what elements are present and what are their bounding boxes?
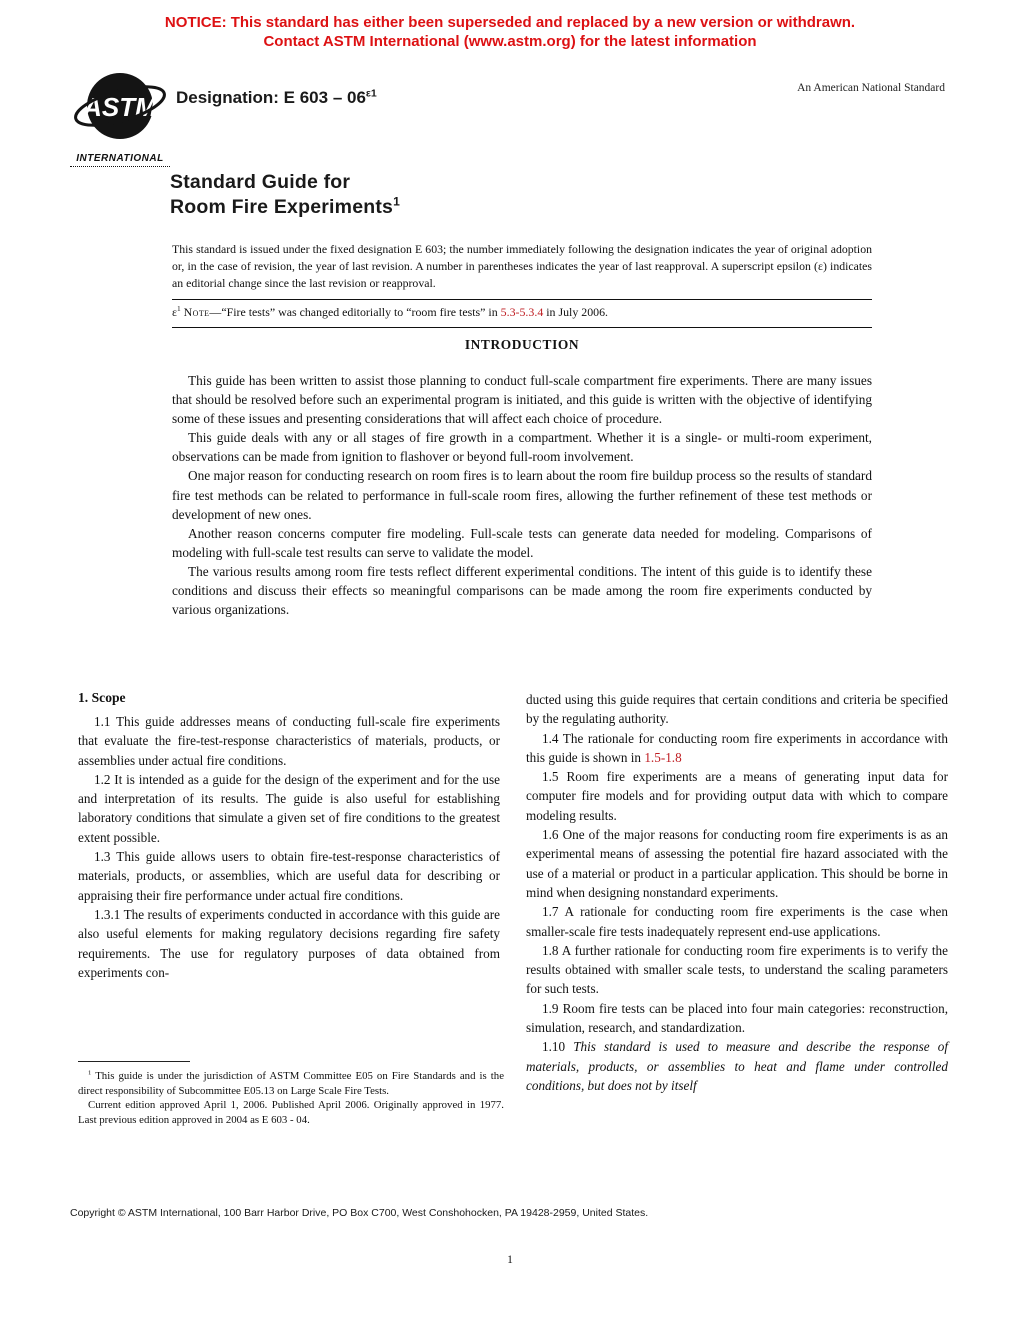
title-line-1: Standard Guide for [170,171,351,193]
text-segment: 1.1 This guide addresses means of conducting full-scale fire experiments that evaluate the fire-test-response characteristics of materials, products, or assemblies under actual fire conditions. [78,714,500,768]
text-segment: 1.10 [542,1039,574,1055]
footnote-block [78,1061,504,1127]
paragraph [526,902,948,941]
page-number: 1 [507,1254,513,1266]
text-segment: The various results among room fire tests reflect different experimental conditions. The intent of this guide is to identify these conditions and discuss their effects so meaningful comparisons can be made among the room fire experiments conducted by various organizations. [172,563,872,618]
footnote-divider [78,1061,190,1062]
text-segment: 1.8 A further rationale for conducting room fire experiments is to verify the results obtained with smaller scale tests, to understand the scaling parameters for such tests. [526,942,948,997]
copyright-line: Copyright © ASTM International, 100 Barr Harbor Drive, PO Box C700, West Conshohocken, PA 19428-2959, United States. [70,1207,649,1219]
text-segment: ducted using this guide requires that certain conditions and criteria be specified by the regulating authority. [526,692,948,727]
paragraph [78,905,500,982]
text-segment: Room Fire Experiments [170,196,394,218]
text-segment: 1 [393,194,401,209]
american-national-standard-label: An American National Standard [797,82,945,94]
text-segment: Designation: E 603 – 06 [176,88,366,107]
text-segment: This standard is used to measure and describe the response of materials, products, or assemblies to heat and flame under controlled conditions, but does not by itself [526,1039,948,1093]
paragraph [78,847,500,905]
text-segment: Current edition approved April 1, 2006. Published April 2006. Originally approved in 1977. Last previous edition approved in 2004 as E 603 - 04. [78,1099,504,1126]
notice-line-1: NOTICE: This standard has either been superseded and replaced by a new version or withdrawn. [164,14,856,31]
section-ref-link[interactable]: 1.5-1.8 [644,749,682,765]
text-segment: 1.9 Room fire tests can be placed into four main categories: reconstruction, simulation, research, and standardization. [526,1000,948,1036]
text-segment: 1.3.1 The results of experiments conducted in accordance with this guide are also useful elements for making regulatory decisions regarding fire safety requirements. The use for regulatory purposes of data obtained from experiments con- [78,906,500,980]
notice-line-2: Contact ASTM International (www.astm.org) for the latest information [263,32,757,50]
supersession-notice [0,14,1020,51]
text-segment: 1.2 It is intended as a guide for the design of the experiment and for the use and interpretation of its results. The guide is also useful for establishing laboratory conditions that simulate a given set of fire conditions to the greatest extent possible. [78,771,500,845]
left-column [78,690,500,1095]
paragraph [172,466,872,523]
text-segment: ε [172,305,177,319]
text-segment: 1.5 Room fire experiments are a means of generating input data for computer fire models and for providing output data with which to compare modeling results. [526,769,948,823]
paragraph [526,941,948,999]
section-heading [78,690,500,706]
paragraph [526,690,948,729]
astm-globe-icon [72,68,168,152]
text-segment: Another reason concerns computer fire modeling. Full-scale tests can generate data needed for modeling. Comparisons of modeling with full-scale test results can serve to validate the model. [172,525,872,560]
paragraph [526,999,948,1038]
text-segment: in July 2006. [543,305,609,319]
text-segment: 1.7 A rationale for conducting room fire experiments is the case when smaller-scale fire tests inadequately represent end-use applications. [526,904,948,939]
logo-international-label: INTERNATIONAL [70,153,170,167]
paragraph [78,1069,504,1098]
introduction-body [172,371,872,619]
text-segment: This guide is under the jurisdiction of ASTM Committee E05 on Fire Standards and is the direct responsibility of Subcommittee E05.13 on Large Scale Fire Tests. [78,1070,504,1097]
text-segment: ε1 [365,87,377,100]
paragraph [526,1037,948,1095]
paragraph [526,825,948,902]
paragraph [78,1098,504,1127]
text-segment: 1 [88,1069,92,1077]
svg-text:ASTM: ASTM [83,92,157,122]
text-segment: This guide has been written to assist those planning to conduct full-scale compartment fire experiments. There are many issues that should be resolved before such an experimental program is initiated, and this guide is written with the objective of identifying some of these issues and presenting considerations that will affect each choice of procedure. [172,373,872,427]
title-line-2 [170,195,770,220]
text-segment: 1.4 The rationale for conducting room fire experiments in accordance with this guide is shown in [526,730,948,765]
paragraph [172,524,872,562]
section-ref-link[interactable]: 5.3-5.3.4 [500,305,544,319]
paragraph [78,770,500,847]
paragraph [78,712,500,770]
right-column [526,690,948,1095]
text-segment: 1.3 This guide allows users to obtain fire-test-response characteristics of materials, products, or assemblies, which are useful data for describing or appraising their fire performance under actual fire conditions. [78,849,500,903]
paragraph [172,428,872,466]
issuance-statement: This standard is issued under the fixed designation E 603; the number immediately following the designation indicates the year of original adoption or, in the case of revision, the year of last revision. A number in parentheses indicates the year of last reapproval. A superscript epsilon (ε) indicates an editorial change since the last revision or reapproval. [172,242,872,290]
document-title [170,170,770,220]
paragraph [526,767,948,825]
footnote-text [78,1069,504,1127]
text-segment: This guide deals with any or all stages of fire growth in a compartment. Whether it is a single- or multi-room experiment, observations can be made from ignition to flashover or beyond full-room involvement. [172,430,872,465]
text-segment: Note [183,305,210,319]
paragraph [172,371,872,428]
introduction-heading: INTRODUCTION [464,337,580,352]
text-segment: 1 [177,304,181,314]
two-column-body [78,690,948,1095]
paragraph [526,729,948,768]
editorial-note [172,299,872,328]
text-segment: 1.6 One of the major reasons for conducting room fire experiments is as an experimental means of assessing the potential fire hazard associated with the use of a material or product in a particular application. This should be borne in mind when designing nonstandard experiments. [526,827,948,900]
text-segment: One major reason for conducting research on room fires is to learn about the room fire buildup process so the results of standard fire test methods can be related to performance in full-scale room fires, allowing the further refinement of these test methods or development of new ones. [172,468,872,522]
paragraph [172,562,872,619]
text-segment: —“Fire tests” was changed editorially to “room fire tests” in [209,305,501,319]
text-segment: 1. Scope [78,690,126,705]
